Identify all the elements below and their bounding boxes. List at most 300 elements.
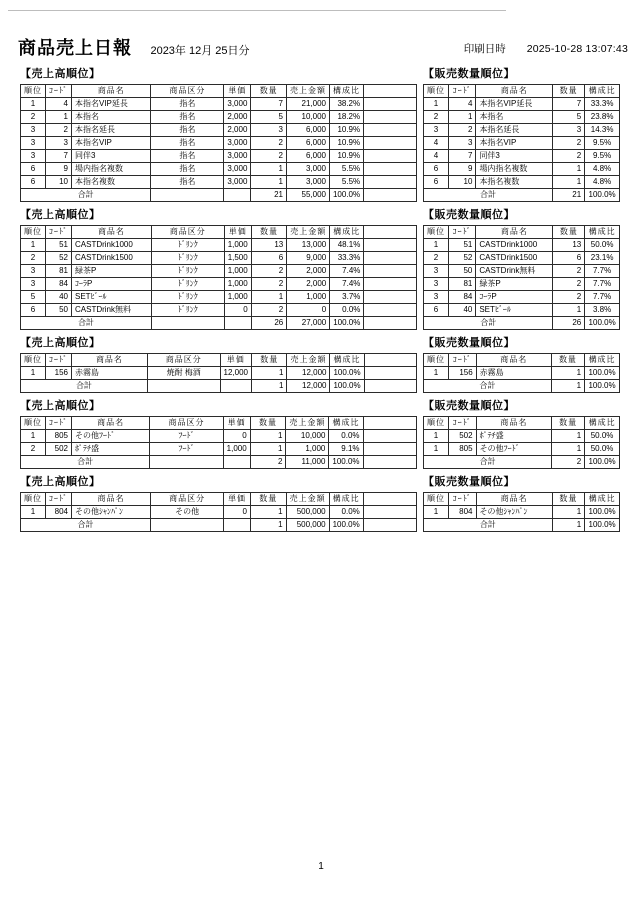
quantity-ranking-table xyxy=(423,353,620,393)
column-header: 順位 xyxy=(424,354,449,367)
cell-product-name: その他ｼｬﾝﾊﾟﾝ xyxy=(72,506,151,519)
column-header: 順位 xyxy=(21,354,46,367)
table-row xyxy=(21,291,417,304)
cell-unit-price: 3,000 xyxy=(224,98,251,111)
cell-ratio: 0.0% xyxy=(329,506,363,519)
cell-product-name: CASTDrink1500 xyxy=(476,252,553,265)
cell-category: ﾌｰﾄﾞ xyxy=(150,443,223,456)
cell-code: 502 xyxy=(46,443,72,456)
cell-unit-price: 1,000 xyxy=(224,265,251,278)
column-header: 単価 xyxy=(224,85,251,98)
column-header: 構成比 xyxy=(585,417,620,430)
print-date-value: 2025-10-28 13:07:43 xyxy=(526,43,628,55)
column-header: 順位 xyxy=(424,85,449,98)
header-row xyxy=(424,493,620,506)
column-header: 構成比 xyxy=(585,85,620,98)
cell-ratio: 7.4% xyxy=(330,278,364,291)
cell-category: ﾄﾞﾘﾝｸ xyxy=(151,239,224,252)
cell-quantity: 1 xyxy=(551,367,584,380)
cell-unit-price-empty xyxy=(224,317,251,330)
cell-product-name: ﾎﾟﾃﾁ盛 xyxy=(72,443,150,456)
cell-code: 4 xyxy=(46,98,72,111)
total-ratio: 100.0% xyxy=(585,317,620,330)
cell-product-name: CASTDrink1500 xyxy=(72,252,152,265)
total-label: 合計 xyxy=(424,456,552,469)
total-ratio: 100.0% xyxy=(585,380,620,393)
cell-category: ﾄﾞﾘﾝｸ xyxy=(151,304,224,317)
cell-quantity: 1 xyxy=(553,163,585,176)
cell-product-name: 本指名VIP xyxy=(72,137,151,150)
cell-product-name: ﾎﾟﾃﾁ盛 xyxy=(476,430,552,443)
total-row xyxy=(21,380,417,393)
table-row xyxy=(21,278,417,291)
cell-blank xyxy=(363,443,416,456)
cell-rank: 3 xyxy=(424,124,449,137)
cell-unit-price-empty xyxy=(223,456,250,469)
sections-container xyxy=(20,68,642,532)
cell-unit-price: 3,000 xyxy=(224,137,251,150)
table-row xyxy=(424,304,620,317)
column-header: 商品名 xyxy=(476,85,553,98)
cell-rank: 6 xyxy=(21,176,46,189)
cell-quantity: 2 xyxy=(251,304,287,317)
total-label: 合計 xyxy=(21,456,150,469)
cell-rank: 1 xyxy=(424,430,449,443)
column-header: 商品名 xyxy=(72,354,148,367)
total-amount: 12,000 xyxy=(287,380,330,393)
table-row xyxy=(424,239,620,252)
column-header: 順位 xyxy=(21,493,46,506)
cell-blank xyxy=(364,252,417,265)
table-row xyxy=(424,291,620,304)
cell-unit-price: 1,000 xyxy=(224,291,251,304)
column-header: 売上金額 xyxy=(287,354,330,367)
cell-code: 51 xyxy=(449,239,476,252)
sales-ranking-table xyxy=(20,84,417,202)
cell-category-empty xyxy=(151,189,224,202)
cell-category: その他 xyxy=(150,506,223,519)
cell-unit-price-empty xyxy=(224,519,251,532)
sales-ranking-block xyxy=(20,337,417,393)
table-row xyxy=(21,98,417,111)
sales-ranking-block xyxy=(20,68,417,202)
column-header: ｺｰﾄﾞ xyxy=(449,226,476,239)
cell-ratio: 9.1% xyxy=(329,443,363,456)
table-row xyxy=(424,98,620,111)
cell-ratio: 33.3% xyxy=(585,98,620,111)
total-label: 合計 xyxy=(424,189,553,202)
cell-product-name: ｺｰﾗP xyxy=(476,291,553,304)
column-header: 順位 xyxy=(424,493,449,506)
table-row xyxy=(424,430,620,443)
cell-code: 805 xyxy=(46,430,72,443)
table-row xyxy=(21,304,417,317)
quantity-ranking-heading: 【販売数量順位】 xyxy=(423,400,515,412)
column-header: 商品名 xyxy=(72,85,151,98)
cell-rank: 3 xyxy=(21,265,46,278)
cell-code: 3 xyxy=(46,137,72,150)
column-header: 商品名 xyxy=(72,493,151,506)
column-header: ｺｰﾄﾞ xyxy=(46,354,72,367)
table-row xyxy=(424,265,620,278)
cell-code: 40 xyxy=(46,291,72,304)
cell-category: 指名 xyxy=(151,137,224,150)
cell-rank: 6 xyxy=(21,163,46,176)
table-row xyxy=(21,124,417,137)
column-header: 構成比 xyxy=(329,493,363,506)
cell-product-name: 本指名VIP延長 xyxy=(476,98,553,111)
cell-ratio: 9.5% xyxy=(585,137,620,150)
cell-blank xyxy=(364,111,417,124)
column-header: 商品区分 xyxy=(151,85,224,98)
column-header: 構成比 xyxy=(585,226,620,239)
total-label: 合計 xyxy=(424,317,553,330)
cell-amount: 13,000 xyxy=(287,239,330,252)
cell-quantity: 1 xyxy=(251,163,287,176)
cell-code: 50 xyxy=(46,304,72,317)
cell-ratio: 23.8% xyxy=(585,111,620,124)
quantity-ranking-block xyxy=(423,337,620,393)
total-ratio: 100.0% xyxy=(585,456,620,469)
cell-ratio: 4.8% xyxy=(585,163,620,176)
table-row xyxy=(424,111,620,124)
report-section xyxy=(20,68,642,202)
cell-blank xyxy=(364,163,417,176)
cell-ratio: 14.3% xyxy=(585,124,620,137)
cell-code: 2 xyxy=(46,124,72,137)
sales-ranking-heading: 【売上高順位】 xyxy=(20,476,101,488)
total-quantity: 26 xyxy=(251,317,287,330)
cell-rank: 6 xyxy=(424,304,449,317)
total-ratio: 100.0% xyxy=(585,189,620,202)
cell-product-name: 赤霧島 xyxy=(72,367,148,380)
total-ratio: 100.0% xyxy=(329,189,363,202)
cell-ratio: 33.3% xyxy=(330,252,364,265)
cell-unit-price: 12,000 xyxy=(220,367,251,380)
cell-quantity: 1 xyxy=(251,176,287,189)
cell-product-name: 本指名 xyxy=(476,111,553,124)
cell-product-name: 緑茶P xyxy=(72,265,152,278)
column-header: 数量 xyxy=(250,493,286,506)
quantity-ranking-heading: 【販売数量順位】 xyxy=(423,209,515,221)
cell-ratio: 23.1% xyxy=(585,252,620,265)
sales-ranking-table xyxy=(20,353,417,393)
cell-unit-price: 0 xyxy=(224,506,251,519)
cell-blank xyxy=(363,519,416,532)
column-header: 構成比 xyxy=(585,493,620,506)
cell-category: 指名 xyxy=(151,111,224,124)
cell-unit-price: 0 xyxy=(224,304,251,317)
total-row xyxy=(21,189,417,202)
total-quantity: 1 xyxy=(551,380,584,393)
cell-quantity: 2 xyxy=(251,137,287,150)
total-label: 合計 xyxy=(21,317,152,330)
cell-quantity: 1 xyxy=(553,304,585,317)
column-header: 商品区分 xyxy=(151,226,224,239)
total-quantity: 1 xyxy=(250,519,286,532)
cell-unit-price: 1,000 xyxy=(224,278,251,291)
column-header: 商品名 xyxy=(476,226,553,239)
column-header: ｺｰﾄﾞ xyxy=(449,354,477,367)
cell-product-name: 本指名延長 xyxy=(72,124,151,137)
cell-ratio: 50.0% xyxy=(585,430,620,443)
report-title: 商品売上日報 xyxy=(18,38,132,58)
column-header: 単価 xyxy=(220,354,251,367)
total-row xyxy=(424,456,620,469)
cell-code: 7 xyxy=(449,150,476,163)
cell-quantity: 6 xyxy=(553,252,585,265)
cell-quantity: 7 xyxy=(251,98,287,111)
column-header: ｺｰﾄﾞ xyxy=(46,417,72,430)
column-header: 構成比 xyxy=(330,226,364,239)
column-header: 数量 xyxy=(552,417,585,430)
cell-rank: 1 xyxy=(424,506,449,519)
cell-ratio: 10.9% xyxy=(329,124,363,137)
cell-amount: 10,000 xyxy=(286,430,329,443)
column-header: 商品名 xyxy=(476,417,552,430)
total-row xyxy=(424,380,620,393)
cell-code: 51 xyxy=(46,239,72,252)
cell-code: 805 xyxy=(449,443,477,456)
table-row xyxy=(21,367,417,380)
table-row xyxy=(21,265,417,278)
cell-product-name: 赤霧島 xyxy=(476,367,551,380)
cell-category: 指名 xyxy=(151,176,224,189)
cell-amount: 1,000 xyxy=(287,291,330,304)
cell-rank: 2 xyxy=(21,111,46,124)
cell-code: 84 xyxy=(449,291,476,304)
cell-amount: 6,000 xyxy=(286,124,329,137)
cell-rank: 3 xyxy=(424,265,449,278)
header-row xyxy=(21,85,417,98)
cell-rank: 3 xyxy=(424,278,449,291)
cell-unit-price: 3,000 xyxy=(224,163,251,176)
total-ratio: 100.0% xyxy=(329,456,363,469)
table-row xyxy=(21,506,417,519)
cell-ratio: 7.7% xyxy=(585,265,620,278)
cell-blank xyxy=(364,304,417,317)
cell-category-empty xyxy=(150,456,223,469)
column-header: 順位 xyxy=(21,226,46,239)
cell-rank: 3 xyxy=(21,150,46,163)
cell-product-name: その他ﾌｰﾄﾞ xyxy=(72,430,150,443)
cell-product-name: 本指名VIP延長 xyxy=(72,98,151,111)
cell-amount: 12,000 xyxy=(287,367,330,380)
column-header: 構成比 xyxy=(329,417,363,430)
cell-product-name: SETﾋﾞｰﾙ xyxy=(476,304,553,317)
cell-blank xyxy=(364,137,417,150)
cell-ratio: 5.5% xyxy=(329,163,363,176)
cell-code: 3 xyxy=(449,137,476,150)
cell-product-name: 同伴3 xyxy=(476,150,553,163)
total-label: 合計 xyxy=(21,380,148,393)
cell-ratio: 0.0% xyxy=(329,430,363,443)
quantity-ranking-heading: 【販売数量順位】 xyxy=(423,476,515,488)
sales-ranking-block xyxy=(20,400,417,469)
cell-code: 52 xyxy=(449,252,476,265)
cell-product-name: 同伴3 xyxy=(72,150,151,163)
header-row xyxy=(424,417,620,430)
quantity-ranking-table xyxy=(423,492,620,532)
sales-ranking-block xyxy=(20,209,417,330)
table-row xyxy=(21,239,417,252)
cell-ratio: 7.7% xyxy=(585,291,620,304)
cell-category: ﾌｰﾄﾞ xyxy=(150,430,223,443)
cell-ratio: 9.5% xyxy=(585,150,620,163)
cell-code: 4 xyxy=(449,98,476,111)
cell-rank: 1 xyxy=(21,430,46,443)
cell-blank xyxy=(364,98,417,111)
cell-unit-price: 2,000 xyxy=(224,124,251,137)
cell-code: 10 xyxy=(449,176,476,189)
report-section xyxy=(20,337,642,393)
cell-code: 1 xyxy=(449,111,476,124)
sales-ranking-heading: 【売上高順位】 xyxy=(20,68,101,80)
cell-product-name: 場内指名複数 xyxy=(476,163,553,176)
table-row xyxy=(21,137,417,150)
cell-quantity: 1 xyxy=(250,506,286,519)
cell-ratio: 10.9% xyxy=(329,150,363,163)
cell-code: 84 xyxy=(46,278,72,291)
cell-category: 指名 xyxy=(151,150,224,163)
column-header: ｺｰﾄﾞ xyxy=(46,226,72,239)
cell-code: 804 xyxy=(46,506,72,519)
cell-rank: 1 xyxy=(424,98,449,111)
cell-quantity: 1 xyxy=(552,430,585,443)
total-ratio: 100.0% xyxy=(330,380,364,393)
column-header xyxy=(363,493,416,506)
cell-unit-price: 0 xyxy=(223,430,250,443)
column-header: 単価 xyxy=(223,417,250,430)
cell-blank xyxy=(364,124,417,137)
cell-amount: 3,000 xyxy=(286,163,329,176)
total-label: 合計 xyxy=(21,519,151,532)
cell-product-name: SETﾋﾞｰﾙ xyxy=(72,291,152,304)
cell-quantity: 1 xyxy=(250,430,286,443)
cell-amount: 21,000 xyxy=(286,98,329,111)
total-quantity: 26 xyxy=(553,317,585,330)
column-header: 売上金額 xyxy=(286,417,329,430)
cell-rank: 4 xyxy=(424,150,449,163)
column-header: 数量 xyxy=(552,493,585,506)
column-header: 数量 xyxy=(551,354,584,367)
cell-code: 50 xyxy=(449,265,476,278)
cell-unit-price: 1,500 xyxy=(224,252,251,265)
cell-blank xyxy=(364,367,416,380)
cell-rank: 6 xyxy=(21,304,46,317)
column-header xyxy=(364,85,417,98)
total-label: 合計 xyxy=(424,380,552,393)
column-header xyxy=(364,354,416,367)
column-header: 構成比 xyxy=(330,354,364,367)
cell-category: ﾄﾞﾘﾝｸ xyxy=(151,252,224,265)
cell-product-name: ｺｰﾗP xyxy=(72,278,152,291)
cell-ratio: 38.2% xyxy=(329,98,363,111)
cell-unit-price: 3,000 xyxy=(224,176,251,189)
print-info xyxy=(464,41,628,56)
cell-category-empty xyxy=(151,317,224,330)
cell-quantity: 3 xyxy=(251,124,287,137)
cell-quantity: 13 xyxy=(251,239,287,252)
report-section xyxy=(20,476,642,532)
print-date-label: 印刷日時 xyxy=(463,43,506,55)
cell-blank xyxy=(364,176,417,189)
cell-rank: 2 xyxy=(21,443,46,456)
column-header: 構成比 xyxy=(585,354,620,367)
cell-product-name: CASTDrink無料 xyxy=(72,304,152,317)
cell-ratio: 10.9% xyxy=(329,137,363,150)
table-row xyxy=(21,252,417,265)
cell-unit-price: 1,000 xyxy=(223,443,250,456)
cell-unit-price: 2,000 xyxy=(224,111,251,124)
total-amount: 500,000 xyxy=(286,519,329,532)
total-amount: 27,000 xyxy=(287,317,330,330)
header-row xyxy=(424,354,620,367)
cell-ratio: 5.5% xyxy=(329,176,363,189)
table-row xyxy=(424,137,620,150)
cell-ratio: 100.0% xyxy=(330,367,364,380)
cell-amount: 2,000 xyxy=(287,265,330,278)
total-quantity: 1 xyxy=(252,380,287,393)
cell-blank xyxy=(364,380,416,393)
column-header: ｺｰﾄﾞ xyxy=(46,85,72,98)
cell-quantity: 1 xyxy=(250,443,286,456)
column-header: 単価 xyxy=(224,226,251,239)
column-header xyxy=(363,417,416,430)
cell-code: 40 xyxy=(449,304,476,317)
cell-product-name: 緑茶P xyxy=(476,278,553,291)
cell-category: ﾄﾞﾘﾝｸ xyxy=(151,278,224,291)
cell-unit-price-empty xyxy=(224,189,251,202)
column-header: 商品名 xyxy=(72,417,150,430)
quantity-ranking-table xyxy=(423,225,620,330)
table-row xyxy=(424,176,620,189)
sales-ranking-table xyxy=(20,225,417,330)
sales-ranking-table xyxy=(20,492,417,532)
total-row xyxy=(424,317,620,330)
cell-category-empty xyxy=(147,380,220,393)
cell-rank: 1 xyxy=(21,239,46,252)
header-row xyxy=(21,493,417,506)
cell-quantity: 2 xyxy=(553,137,585,150)
header-row xyxy=(424,226,620,239)
table-row xyxy=(424,252,620,265)
column-header: 売上金額 xyxy=(286,85,329,98)
cell-amount: 6,000 xyxy=(286,150,329,163)
table-row xyxy=(424,124,620,137)
cell-code: 156 xyxy=(46,367,72,380)
column-header: ｺｰﾄﾞ xyxy=(449,417,477,430)
cell-code: 502 xyxy=(449,430,477,443)
table-row xyxy=(21,443,417,456)
sales-ranking-heading: 【売上高順位】 xyxy=(20,337,101,349)
cell-quantity: 1 xyxy=(251,291,287,304)
column-header: 商品区分 xyxy=(150,417,223,430)
cell-product-name: CASTDrink1000 xyxy=(72,239,152,252)
total-quantity: 21 xyxy=(251,189,287,202)
cell-ratio: 7.7% xyxy=(585,278,620,291)
cell-code: 81 xyxy=(449,278,476,291)
cell-blank xyxy=(364,317,417,330)
cell-ratio: 18.2% xyxy=(329,111,363,124)
cell-unit-price: 1,000 xyxy=(224,239,251,252)
column-header: 商品名 xyxy=(476,354,551,367)
column-header: 数量 xyxy=(553,85,585,98)
header-row xyxy=(21,354,417,367)
total-quantity: 2 xyxy=(552,456,585,469)
total-ratio: 100.0% xyxy=(329,519,363,532)
column-header xyxy=(364,226,417,239)
